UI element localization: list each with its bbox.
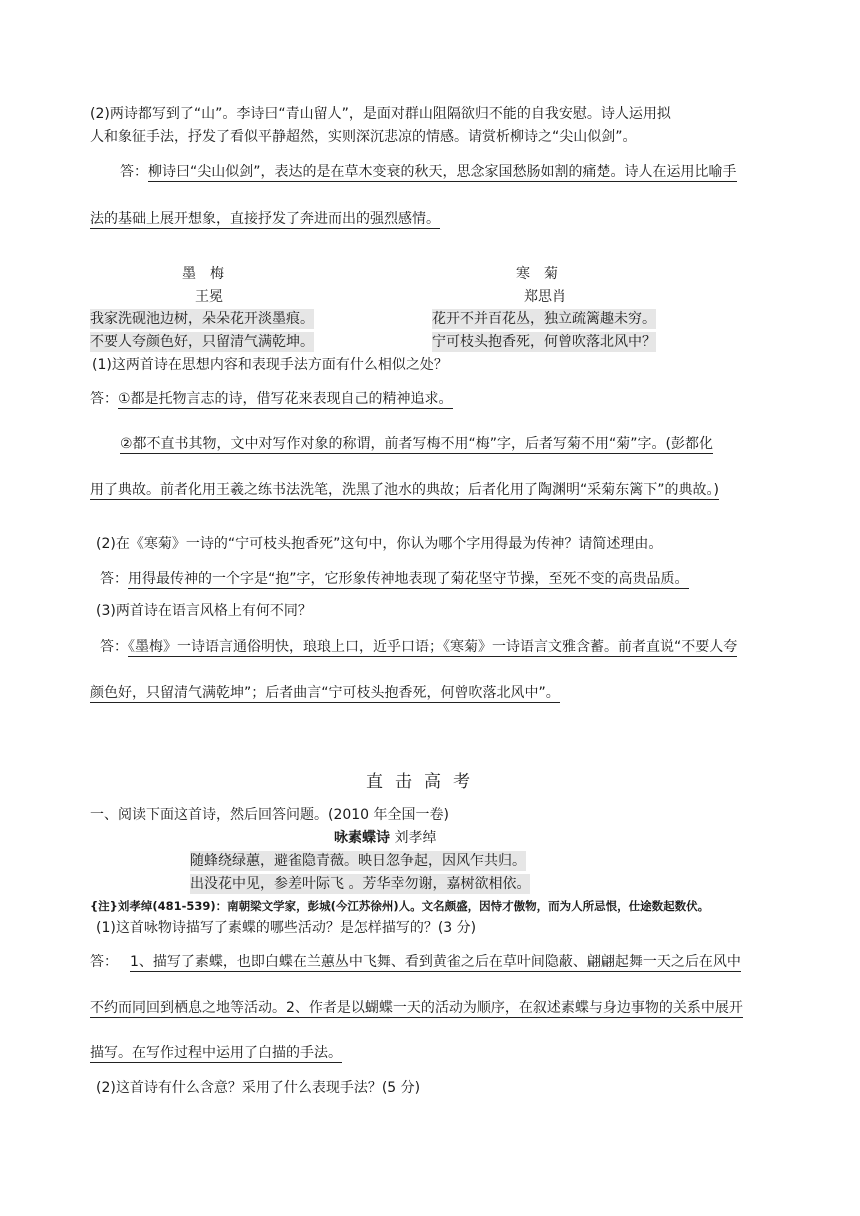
- poem-han-ju-line-1: 花开不并百花丛，独立疏篱趣未穷。: [432, 311, 656, 327]
- poem-mo-mei-title: 墨 梅: [182, 266, 224, 282]
- answer-1-line-3: [90, 480, 719, 500]
- question-liu-2-line-1: (2)两诗都写到了“山”。李诗曰“青山留人”，是面对群山阻隔欲归不能的自我安慰。诗人运用拟: [90, 106, 671, 122]
- answer-liu-2-line-1: [120, 162, 737, 182]
- answer-text: ②都不直书其物，文中对写作对象的称谓，前者写梅不用“梅”字，后者写菊不用“菊”字。(彭都化: [120, 436, 714, 452]
- answer-liu-2-line-2: [90, 209, 440, 229]
- poem-han-ju-author: 郑思肖: [524, 289, 566, 305]
- answer-prefix: 答：: [90, 391, 118, 407]
- answer-text: 法的基础上展开想象，直接抒发了奔进而出的强烈感情。: [90, 211, 440, 227]
- question-3: (3)两首诗在语言风格上有何不同？: [96, 603, 312, 619]
- question-liu-2-line-2: 人和象征手法，抒发了看似平静超然，实则深沉悲凉的情感。请赏析柳诗之“尖山似剑”。: [90, 129, 637, 145]
- answer-2: [100, 569, 689, 589]
- poem-mo-mei-line-2: 不要人夸颜色好，只留清气满乾坤。: [90, 334, 314, 350]
- exam-answer-1-line-1: [90, 952, 741, 972]
- answer-text: 1、描写了素蝶，也即白蝶在兰蕙丛中飞舞、看到黄雀之后在草叶间隐蔽、翩翩起舞一天之后在风中: [130, 954, 741, 970]
- question-1: (1)这两首诗在思想内容和表现手法方面有什么相似之处？: [92, 357, 448, 373]
- answer-text: 柳诗曰“尖山似剑”，表达的是在草木变衰的秋天，思念家国愁肠如割的痛楚。诗人在运用比喻手: [148, 164, 737, 180]
- poem-han-ju-line-2: 宁可枝头抱香死，何曾吹落北风中？: [432, 334, 656, 350]
- section-title: 直击高考: [366, 772, 482, 792]
- answer-1-line-1: [90, 389, 453, 409]
- poem-mo-mei-author: 王冕: [195, 289, 223, 305]
- answer-prefix: 答：: [100, 639, 128, 655]
- exam-question-1: (1)这首咏物诗描写了素蝶的哪些活动？是怎样描写的？(3 分): [96, 920, 477, 936]
- answer-prefix: 答：: [100, 571, 128, 587]
- poem-note: {注}刘孝绰(481-539)：南朝梁文学家，彭城(今江苏徐州)人。文名颇盛，因恃才傲物，而为人所忌恨，仕途数起数伏。: [90, 899, 710, 913]
- poem-su-die-heading: [334, 828, 436, 848]
- exam-question-2: (2)这首诗有什么含意？采用了什么表现手法？(5 分): [96, 1080, 421, 1096]
- question-2: (2)在《寒菊》一诗的“宁可枝头抱香死”这句中，你认为哪个字用得最为传神？请简述理由。: [96, 536, 663, 552]
- answer-text: 不约而同回到栖息之地等活动。2、作者是以蝴蝶一天的活动为顺序，在叙述素蝶与身边事物的关系中展开: [90, 1000, 743, 1016]
- poem-su-die-author: 刘孝绰: [394, 830, 437, 846]
- answer-text: 描写。在写作过程中运用了白描的手法。: [90, 1045, 342, 1061]
- poem-su-die-line-2: 出没花中见，参差叶际飞 。芳华幸勿谢，嘉树欲相依。: [190, 876, 531, 892]
- exam-intro: 一、阅读下面这首诗，然后回答问题。(2010 年全国一卷): [90, 807, 450, 823]
- poem-su-die-line-1: 随蜂绕绿蕙，避雀隐青薇。映日忽争起，因风乍共归。: [190, 853, 526, 869]
- answer-3-line-1: [100, 637, 737, 657]
- answer-text: 用了典故。前者化用王羲之练书法洗笔，洗黑了池水的典故；后者化用了陶渊明“采菊东篱下”的典故。): [90, 482, 719, 498]
- exam-answer-1-line-3: [90, 1043, 342, 1063]
- answer-text: 《墨梅》一诗语言通俗明快，琅琅上口，近乎口语；《寒菊》一诗语言文雅含蓄。前者直说“不要人夸: [128, 639, 738, 655]
- answer-text: 用得最传神的一个字是“抱”字，它形象传神地表现了菊花坚守节操，至死不变的高贵品质。: [128, 571, 689, 587]
- poem-han-ju-title: 寒 菊: [516, 266, 558, 282]
- answer-text: 颜色好，只留清气满乾坤”；后者曲言“宁可枝头抱香死，何曾吹落北风中”。: [90, 685, 560, 701]
- poem-mo-mei-line-1: 我家洗砚池边树，朵朵花开淡墨痕。: [90, 311, 314, 327]
- answer-prefix: 答：: [120, 164, 148, 180]
- answer-text: ①都是托物言志的诗，借写花来表现自己的精神追求。: [118, 391, 453, 407]
- poem-su-die-title: 咏素蝶诗: [334, 830, 390, 846]
- exam-answer-1-line-2: [90, 998, 743, 1018]
- answer-1-line-2: [120, 434, 713, 454]
- answer-prefix: 答：: [90, 954, 118, 970]
- answer-3-line-2: [90, 683, 560, 703]
